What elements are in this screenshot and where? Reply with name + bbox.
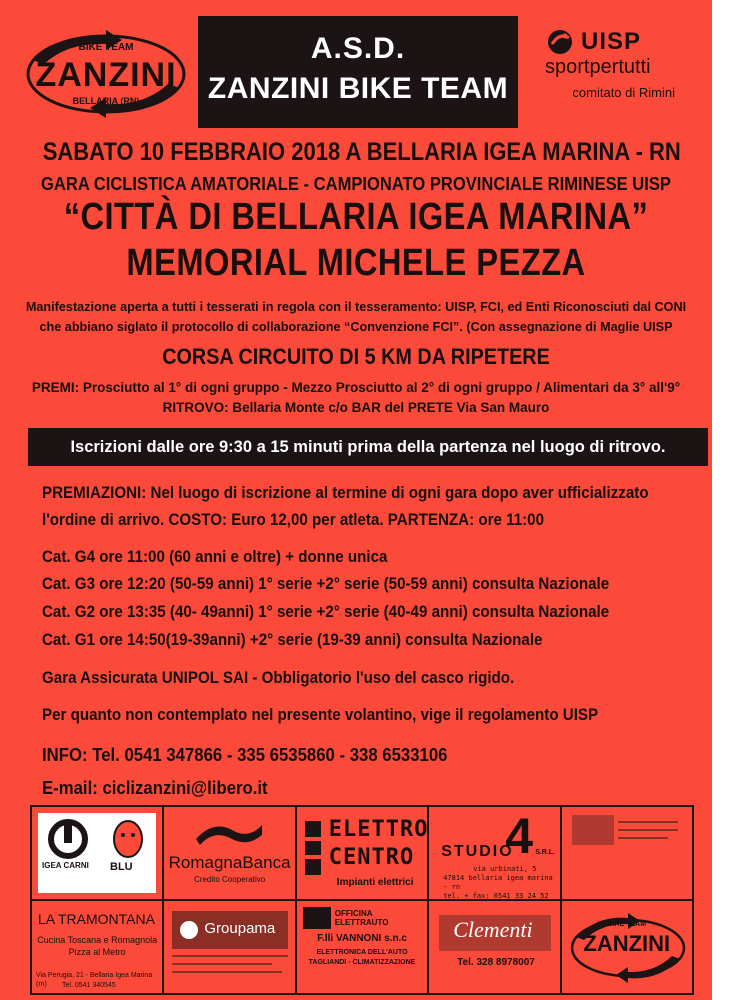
category-g3: Cat. G3 ore 12:20 (50-59 anni) 1° serie +2° serie (50-59 anni) consulta Nazionale bbox=[42, 575, 610, 593]
info-line: INFO: Tel. 0541 347866 - 335 6535860 - 338 6533106 bbox=[42, 745, 448, 765]
sponsor-tramontana bbox=[32, 901, 162, 993]
studio4-srl: S.R.L. bbox=[535, 849, 556, 856]
zanzini-small-name: ZANZINI bbox=[583, 931, 671, 956]
vannoni-sub1: ELETTRONICA DELL'AUTO bbox=[316, 949, 408, 956]
title-line1: A.S.D. bbox=[310, 32, 406, 65]
elettro-line2: CENTRO bbox=[328, 845, 415, 870]
igea-carni-label: IGEA CARNI bbox=[42, 861, 89, 870]
event-date: SABATO 10 FEBBRAIO 2018 A BELLARIA IGEA MARINA - RN bbox=[42, 138, 681, 166]
club-logo-top-text: BIKE TEAM bbox=[78, 42, 134, 53]
sponsor-elettro-centro bbox=[297, 807, 427, 899]
clementi-name: Clementi bbox=[453, 917, 533, 942]
event-description-line1: Manifestazione aperta a tutti i tesserati in regola con il tesseramento: UISP, FCI, ed Enti Riconosciuti dal CONI bbox=[25, 299, 687, 314]
uisp-slogan: sportpertutti bbox=[545, 56, 651, 78]
event-course: CORSA CIRCUITO DI 5 KM DA RIPETERE bbox=[162, 344, 550, 369]
blu-label: BLU bbox=[110, 861, 133, 873]
event-description bbox=[14, 297, 698, 337]
elettro-line1: ELETTRO bbox=[328, 817, 429, 842]
studio4-number: 4 bbox=[505, 808, 533, 864]
clementi-tel: Tel. 328 8978007 bbox=[457, 957, 535, 968]
prizes-line: PREMI: Prosciutto al 1° di ogni gruppo - Mezzo Prosciutto al 2° di ogni gruppo / Alimentari da 3° all'9° bbox=[31, 380, 681, 395]
category-g1: Cat. G1 ore 14:50(19-39anni) +2° serie (19-39 anni) consulta Nazionale bbox=[42, 631, 543, 649]
club-logo bbox=[22, 30, 190, 118]
title-box bbox=[198, 16, 518, 128]
uisp-logo bbox=[545, 28, 675, 118]
club-logo-bottom-text: BELLARIA (RN) bbox=[72, 96, 140, 106]
blu-mascot-icon bbox=[108, 815, 148, 859]
sponsor-vannoni bbox=[297, 901, 427, 993]
sponsor-photo bbox=[562, 807, 692, 899]
vannoni-name: F.lli VANNONI s.n.c bbox=[317, 933, 407, 944]
romagna-banca-name: RomagnaBanca bbox=[168, 853, 291, 872]
vannoni-logo-icon bbox=[303, 907, 331, 929]
romagna-banca-sub: Credito Cooperativo bbox=[194, 875, 266, 884]
studio4-addr1: via urbinati, 5 bbox=[473, 865, 537, 873]
event-description-line2: che abbiano siglato il protocollo di collaborazione “Convenzione FCI”. (Con assegnazione di Maglie UISP bbox=[39, 319, 673, 334]
sponsors-grid bbox=[30, 805, 694, 995]
studio4-addr3: tel. + fax: 0541 33 24 52 bbox=[443, 892, 549, 900]
awards-line2: l'ordine di arrivo. COSTO: Euro 12,00 per atleta. PARTENZA: ore 11:00 bbox=[42, 511, 545, 529]
email-line[interactable]: E-mail: ciclizanzini@libero.it bbox=[42, 778, 268, 798]
event-prizes bbox=[0, 378, 712, 418]
vannoni-sub2: TAGLIANDI - CLIMATIZZAZIONE bbox=[308, 959, 416, 966]
groupama-icon bbox=[178, 919, 200, 941]
zanzini-small-top: BIKE TEAM bbox=[607, 921, 647, 928]
club-logo-text: ZANZINI bbox=[35, 56, 177, 94]
studio4-addr2: 47814 bellaria igea marina - rn bbox=[443, 874, 553, 891]
elettro-centro-icon bbox=[303, 819, 323, 877]
studio4-name: STUDIO bbox=[441, 843, 514, 860]
tramontana-tel: Tel. 0541 340545 bbox=[62, 982, 116, 989]
sponsor-clementi bbox=[429, 901, 559, 993]
registration-bar: Iscrizioni dalle ore 9:30 a 15 minuti prima della partenza nel luogo di ritrovo. bbox=[28, 428, 708, 466]
title-line2: ZANZINI BIKE TEAM bbox=[207, 72, 509, 105]
sponsor-romagna-banca bbox=[164, 807, 294, 899]
meeting-point-line: RITROVO: Bellaria Monte c/o BAR del PRETE Via San Mauro bbox=[162, 400, 550, 415]
category-g2: Cat. G2 ore 13:35 (40- 49anni) 1° serie +2° serie (40-49 anni) consulta Nazionale bbox=[42, 603, 610, 621]
sponsor-igea-carni bbox=[32, 807, 162, 899]
igea-carni-icon bbox=[46, 819, 90, 859]
sponsor-groupama bbox=[164, 901, 294, 993]
tramontana-sub2: Pizza al Metro bbox=[68, 947, 126, 957]
event-memorial: MEMORIAL MICHELE PEZZA bbox=[126, 242, 586, 284]
groupama-name: Groupama bbox=[204, 920, 276, 937]
tramontana-name: LA TRAMONTANA bbox=[38, 911, 155, 927]
romagna-banca-wave-icon bbox=[194, 817, 264, 847]
insurance-line: Gara Assicurata UNIPOL SAI - Obbligatorio l'uso del casco rigido. bbox=[42, 669, 515, 687]
awards-line1: PREMIAZIONI: Nel luogo di iscrizione al termine di ogni gara dopo aver ufficializzato bbox=[42, 484, 649, 502]
sponsor-studio4 bbox=[429, 807, 559, 899]
uisp-comitato: comitato di Rimini bbox=[572, 85, 675, 100]
tramontana-sub1: Cucina Toscana e Romagnola bbox=[37, 935, 158, 945]
uisp-runner-icon bbox=[545, 28, 575, 56]
regulation-line: Per quanto non contemplato nel presente volantino, vige il regolamento UISP bbox=[42, 706, 599, 724]
uisp-name: UISP bbox=[581, 28, 642, 55]
sponsor-zanzini bbox=[562, 901, 692, 993]
groupama-banner bbox=[172, 911, 288, 949]
tramontana-addr: Via Perugia, 21 - Bellaria Igea Marina (rn) bbox=[36, 972, 153, 988]
event-title: “CITTÀ DI BELLARIA IGEA MARINA” bbox=[63, 196, 649, 238]
elettro-sub: Impianti elettrici bbox=[336, 877, 414, 888]
event-type: GARA CICLISTICA AMATORIALE - CAMPIONATO PROVINCIALE RIMINESE UISP bbox=[41, 174, 671, 194]
category-g4: Cat. G4 ore 11:00 (60 anni e oltre) + donne unica bbox=[42, 548, 388, 566]
sponsor-photo-image bbox=[572, 815, 614, 845]
vannoni-title: OFFICINA ELETTRAUTO bbox=[334, 909, 389, 927]
